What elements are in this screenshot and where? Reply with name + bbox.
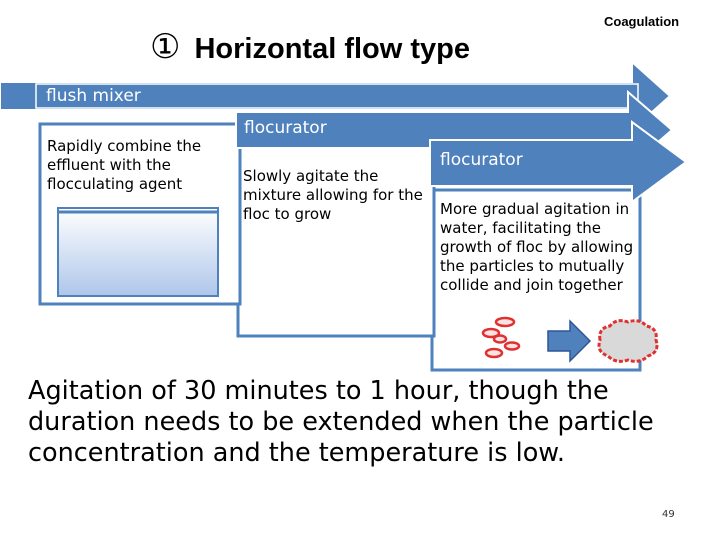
title-text: Horizontal flow type xyxy=(194,33,470,65)
particle xyxy=(494,336,506,343)
stage1-description: Rapidly combine the effluent with the flocculating agent xyxy=(47,137,202,193)
flocurator-label-1: flocurator xyxy=(244,118,327,138)
stage3-description: More gradual agitation in water, facilitating the growth of floc by allowing the particles to mutually collide and join together xyxy=(440,200,634,294)
body-text: Agitation of 30 minutes to 1 hour, though the duration needs to be extended when the particle concentration and the temperature is low. xyxy=(28,376,654,468)
particle xyxy=(505,343,519,350)
stage2-box xyxy=(238,136,434,336)
page-number: 49 xyxy=(662,509,675,520)
stage2-description: Slowly agitate the mixture allowing for the floc to grow xyxy=(243,167,423,223)
particle xyxy=(486,349,502,357)
particle xyxy=(496,318,514,326)
coagulation-label: Coagulation xyxy=(604,14,680,29)
flush-mixer-label: flush mixer xyxy=(46,86,141,106)
flocurator-label-2: flocurator xyxy=(440,150,523,170)
title-number: ① xyxy=(150,28,181,66)
mixing-tank xyxy=(58,208,218,296)
large-floc xyxy=(599,321,657,362)
page-title xyxy=(150,22,580,72)
